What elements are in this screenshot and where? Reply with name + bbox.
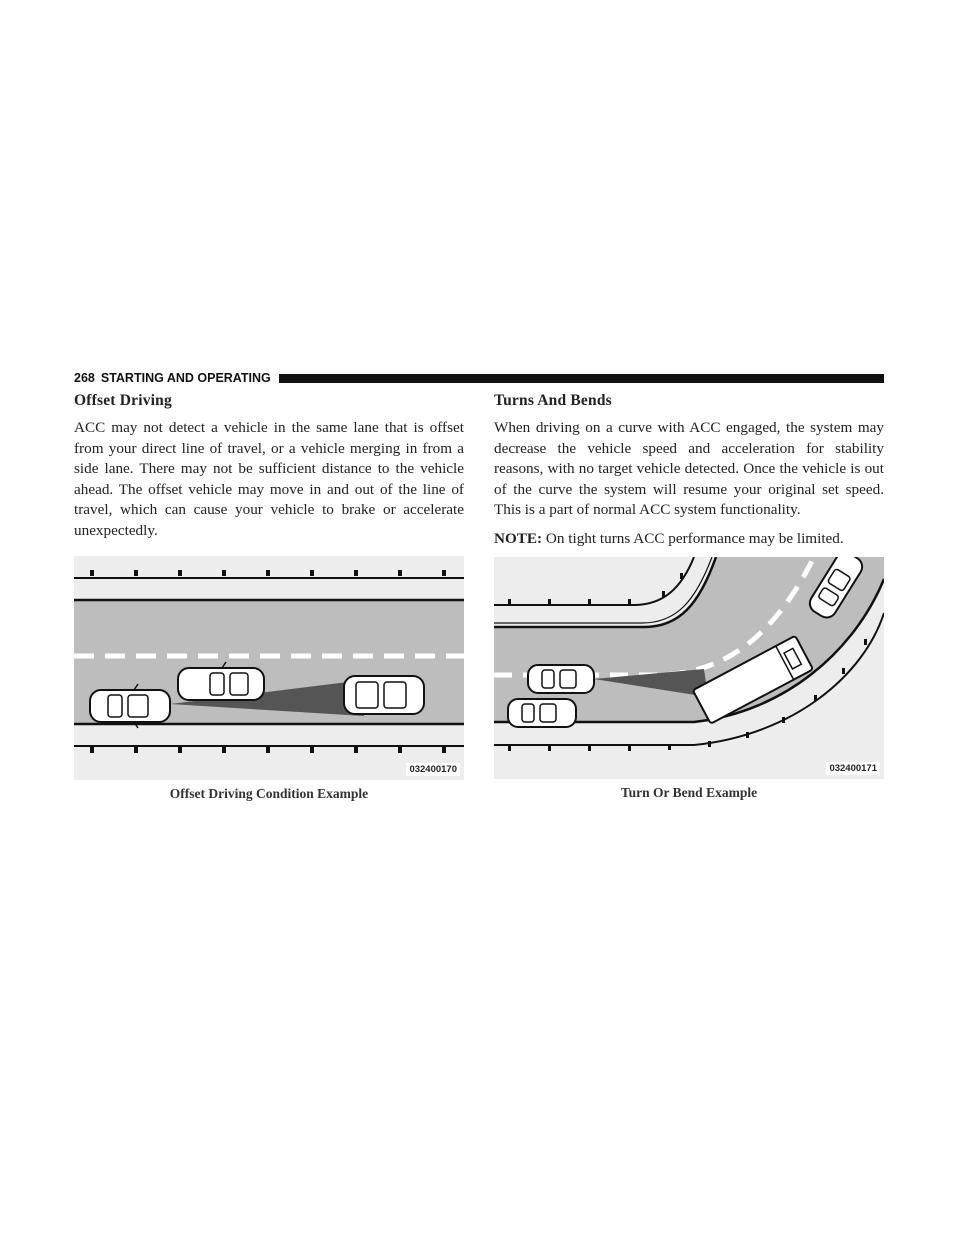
left-column xyxy=(74,392,464,802)
note-text: On tight turns ACC performance may be limited. xyxy=(545,529,844,547)
offset-vehicle xyxy=(178,662,264,700)
turn-bend-caption: Turn Or Bend Example xyxy=(620,785,758,800)
own-vehicle xyxy=(528,665,594,693)
offset-driving-paragraph: ACC may not detect a vehicle in the same lane that is offset from your direct line of travel, or a vehicle merging in from a side lane. There may not be sufficient distance to the vehicle ahead. The offset vehicle may move in and out of the line of travel, which can cause your vehicle to brake or accelerate unexpectedly. xyxy=(74,419,464,539)
offset-driving-heading: Offset Driving xyxy=(74,392,172,409)
note-paragraph xyxy=(494,529,884,550)
right-column xyxy=(494,392,884,801)
vehicle-ahead xyxy=(344,676,424,714)
adjacent-vehicle xyxy=(508,699,576,727)
page-number: 268 xyxy=(74,371,95,385)
note-label: NOTE: xyxy=(494,529,543,547)
turns-bends-heading: Turns And Bends xyxy=(494,392,612,409)
figure-code: 032400170 xyxy=(406,763,460,776)
offset-driving-illustration xyxy=(74,556,464,780)
turns-bends-paragraph: When driving on a curve with ACC engaged, the system may decrease the vehicle speed and acceleration for stability reasons, with no target vehicle detected. Once the vehicle is out of the curve the system will resume your original set speed. This is a part of normal ACC system functionality. xyxy=(494,419,884,518)
offset-driving-figure xyxy=(74,556,464,780)
offset-driving-caption: Offset Driving Condition Example xyxy=(169,786,369,801)
header-rule xyxy=(279,374,884,383)
figure-code: 032400171 xyxy=(826,762,880,775)
turn-bend-illustration xyxy=(494,557,884,779)
own-vehicle xyxy=(90,684,170,728)
page-header xyxy=(74,370,884,386)
section-title: STARTING AND OPERATING xyxy=(100,371,271,385)
turn-bend-figure xyxy=(494,557,884,779)
